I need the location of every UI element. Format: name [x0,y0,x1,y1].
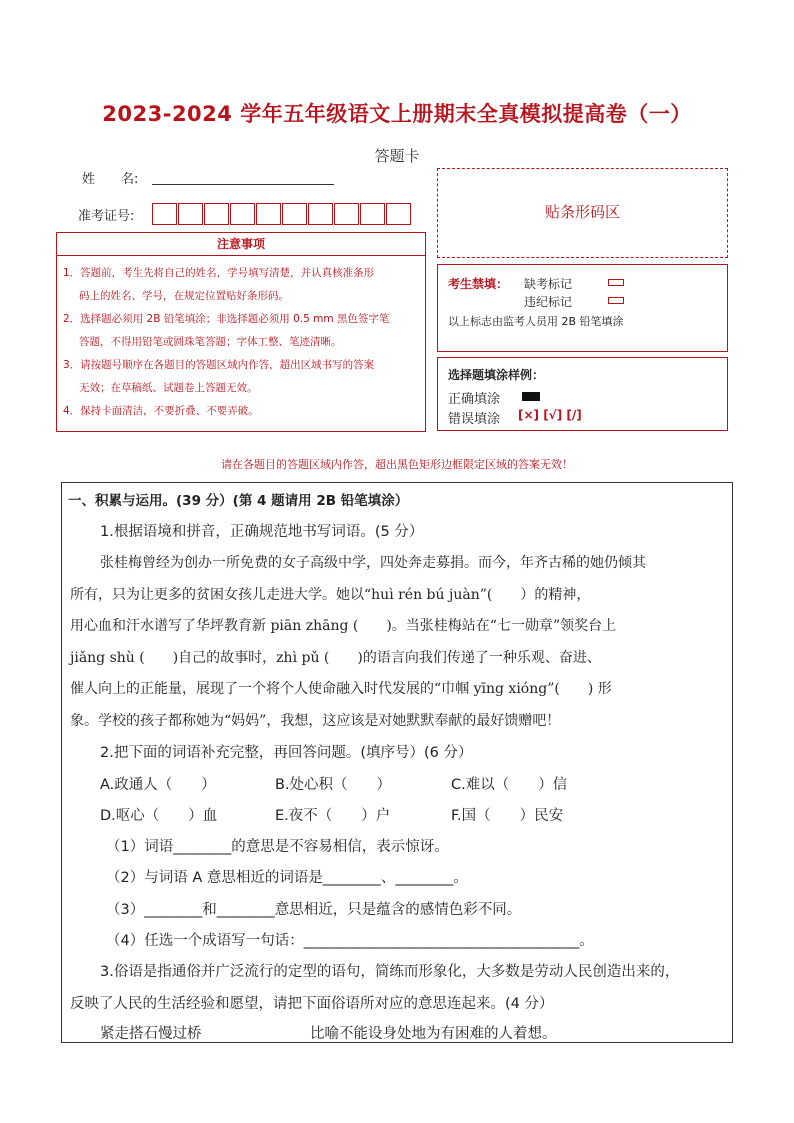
q3-prompt: 3.俗语是指通俗并广泛流行的定型的语句，简练而形象化，大多数是劳动人民创造出来的， [100,964,680,980]
q2-option-d[interactable]: D.呕心（ ）血 [100,808,218,824]
exam-id-digit-box[interactable] [230,203,255,225]
exam-id-digit-box[interactable] [282,203,307,225]
exam-id-digit-box[interactable] [308,203,333,225]
exam-id-digit-box[interactable] [152,203,177,225]
answer-sheet-subtitle: 答题卡 [374,147,420,165]
q3-prompt-cont: 反映了人民的生活经验和愿望，请把下面俗语所对应的意思连起来。(4 分） [70,996,554,1012]
notice-item-4: 4．保持卡面清洁，不要折叠、不要弄破。 [63,405,259,417]
exam-id-digit-box[interactable] [178,203,203,225]
barcode-label: 贴条形码区 [544,203,620,221]
q1-passage-line-3[interactable]: 用心血和汗水谱写了华坪教育新 piān zhāng ( )。当张桂梅站在“七一勋章”领奖台上 [70,618,617,634]
forbidden-note: 以上标志由监考人员用 2B 铅笔填涂 [448,315,624,328]
exam-id-digit-box[interactable] [256,203,281,225]
absent-mark-box[interactable] [608,279,624,286]
q2-option-b[interactable]: B.处心积（ ） [275,777,392,793]
q3-proverb-1[interactable]: 紧走搭石慢过桥 [100,1026,202,1042]
notice-item-1: 1．答题前，考生先将自己的姓名，学号填写清楚，并认真核准条形 [63,267,375,279]
q2-sub-2[interactable]: （2）与词语 A 意思相近的词语是________、________。 [106,870,468,886]
q1-passage-line-6: 象。学校的孩子都称她为“妈妈”，我想，这应该是对她默默奉献的最好馈赠吧！ [70,713,561,729]
q1-passage-line-4[interactable]: jiǎng shù ( )自己的故事时，zhì pǔ ( )的语言向我们传递了一种乐观、奋进、 [70,650,601,666]
barcode-area [437,168,728,258]
q2-sub-3[interactable]: （3）________和________意思相近，只是蕴含的感情色彩不同。 [106,902,522,918]
notice-box [56,232,426,432]
absent-mark-label: 缺考标记 [524,277,573,291]
q2-option-a[interactable]: A.政通人（ ） [100,777,216,793]
wrong-fill-label: 错误填涂 [448,412,501,427]
q1-passage-line-1: 张桂梅曾经为创办一所免费的女子高级中学，四处奔走募捐。而今，年齐古稀的她仍倾其 [100,555,646,571]
fill-sample-box [437,357,728,431]
q1-passage-line-2[interactable]: 所有，只为让更多的贫困女孩儿走进大学。她以“huì rén bú juàn”( ）的精神， [70,587,591,603]
exam-id-digit-box[interactable] [360,203,385,225]
page-title: 2023-2024 学年五年级语文上册期末全真模拟提高卷（一） [102,102,692,126]
q3-meaning-1[interactable]: 比喻不能设身处地为有困难的人着想。 [310,1026,557,1042]
correct-fill-label: 正确填涂 [448,392,501,407]
name-label: 姓 名: [82,172,139,187]
exam-id-label: 准考证号: [78,209,135,224]
violation-mark-box[interactable] [608,297,624,304]
q2-sub-4[interactable]: （4）任选一个成语写一句话：______________________________________。 [106,933,594,949]
exam-id-boxes[interactable] [152,203,412,225]
q2-option-f[interactable]: F.国（ ）民安 [451,808,564,824]
violation-mark-label: 违纪标记 [524,295,573,309]
forbidden-label: 考生禁填： [448,277,509,291]
correct-fill-mark [522,392,540,401]
name-field[interactable] [152,184,334,185]
q2-prompt: 2.把下面的词语补充完整，再回答问题。(填序号）(6 分） [100,745,473,761]
q1-prompt: 1.根据语境和拼音，正确规范地书写词语。(5 分） [100,524,424,540]
sample-title: 选择题填涂样例： [448,368,545,382]
q1-passage-line-5[interactable]: 催人向上的正能量，展现了一个将个人使命融入时代发展的“巾帼 yīng xióng”( ) 形 [70,681,612,697]
exam-id-digit-box[interactable] [334,203,359,225]
wrong-fill-marks: [×] [√] [/] [518,408,582,422]
notice-item-1-cont: 码上的姓名、学号，在规定位置贴好条形码。 [79,290,289,302]
q2-sub-1[interactable]: （1）词语________的意思是不容易相信，表示惊讶。 [106,839,449,855]
notice-item-3-cont: 无效；在草稿纸、试题卷上答题无效。 [79,382,258,394]
notice-item-3: 3．请按题号顺序在各题目的答题区域内作答，超出区域书写的答案 [63,359,375,371]
notice-item-2-cont: 答题，不得用铅笔或圆珠笔答题；字体工整、笔迹清晰。 [79,336,342,348]
notice-item-2: 2．选择题必须用 2B 铅笔填涂；非选择题必须用 0.5 mm 黑色签字笔 [63,313,390,325]
answer-area-warning: 请在各题目的答题区域内作答，超出黑色矩形边框限定区域的答案无效！ [221,458,573,471]
notice-title: 注意事项 [57,233,425,256]
q2-option-e[interactable]: E.夜不（ ）户 [275,808,391,824]
q2-option-c[interactable]: C.难以（ ）信 [451,777,568,793]
exam-id-digit-box[interactable] [204,203,229,225]
exam-id-digit-box[interactable] [386,203,411,225]
section-heading: 一、积累与运用。(39 分）(第 4 题请用 2B 铅笔填涂） [68,493,409,509]
examiner-only-box [437,264,728,352]
